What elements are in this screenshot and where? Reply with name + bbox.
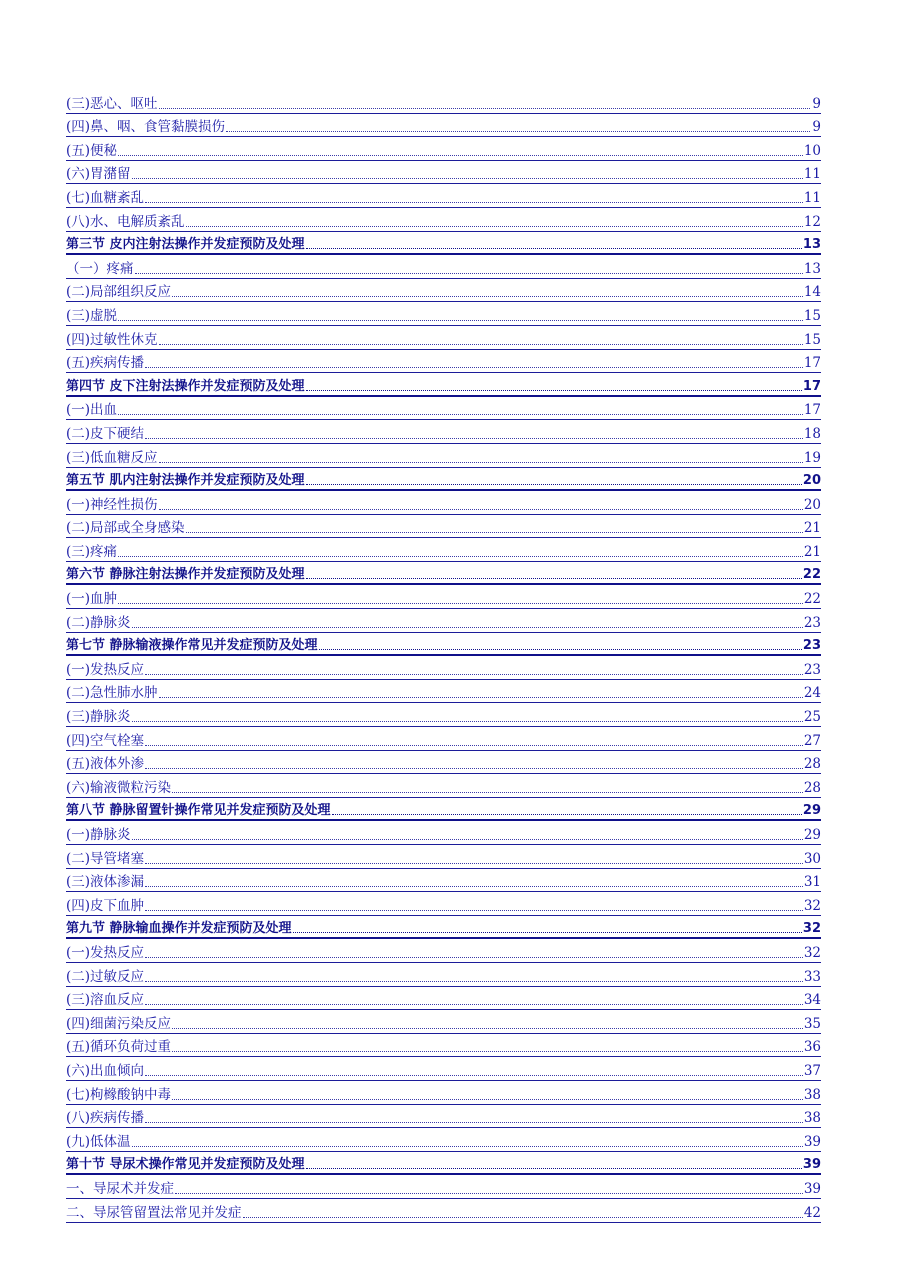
toc-entry-title: (二)局部或全身感染 bbox=[66, 520, 185, 537]
dot-leader bbox=[145, 745, 803, 746]
toc-page-number: 36 bbox=[803, 1039, 821, 1056]
toc-section-link[interactable] bbox=[66, 633, 821, 657]
toc-page-number: 32 bbox=[803, 897, 821, 914]
dot-leader bbox=[319, 649, 802, 650]
dot-leader bbox=[135, 273, 803, 274]
toc-section-link[interactable] bbox=[66, 468, 821, 492]
toc-page-number: 42 bbox=[803, 1204, 821, 1221]
toc-entry-title: (七)枸橼酸钠中毒 bbox=[66, 1086, 172, 1103]
toc-entry-title: (九)低体温 bbox=[66, 1133, 131, 1150]
dot-leader bbox=[145, 886, 803, 887]
toc-entry-link[interactable] bbox=[66, 845, 821, 869]
dot-leader bbox=[118, 414, 803, 415]
toc-entry-title: 二、导尿管留置法常见并发症 bbox=[66, 1204, 242, 1221]
toc-page-number: 9 bbox=[812, 95, 821, 112]
toc-entry-title: (三)虚脱 bbox=[66, 307, 118, 324]
toc-entry-title: (三)低血糖反应 bbox=[66, 449, 158, 466]
toc-page-number: 11 bbox=[803, 166, 821, 183]
toc-page-number: 34 bbox=[803, 992, 821, 1009]
toc-entry-title: (二)过敏反应 bbox=[66, 968, 145, 985]
toc-page-number: 9 bbox=[812, 119, 821, 136]
dot-leader bbox=[145, 438, 803, 439]
toc-entry-title: (四)皮下血肿 bbox=[66, 897, 145, 914]
toc-entry-title: (一)静脉炎 bbox=[66, 827, 131, 843]
toc-entry-link[interactable] bbox=[66, 1057, 821, 1081]
dot-leader bbox=[332, 814, 802, 815]
toc-page-number: 37 bbox=[803, 1062, 821, 1079]
toc-page-number: 23 bbox=[802, 638, 821, 654]
toc-section-link[interactable] bbox=[66, 373, 821, 397]
toc-page-number: 15 bbox=[803, 331, 821, 348]
toc-entry-link[interactable] bbox=[66, 939, 821, 963]
dot-leader bbox=[159, 462, 803, 463]
toc-entry-link[interactable] bbox=[66, 727, 821, 751]
toc-page-number: 23 bbox=[803, 614, 821, 631]
toc-entry-link[interactable] bbox=[66, 420, 821, 444]
toc-entry-link[interactable] bbox=[66, 208, 821, 232]
toc-entry-link[interactable] bbox=[66, 987, 821, 1011]
toc-section-link[interactable] bbox=[66, 562, 821, 586]
dot-leader bbox=[186, 226, 803, 227]
toc-entry-link[interactable] bbox=[66, 751, 821, 775]
toc-page-number: 28 bbox=[803, 779, 821, 796]
toc-entry-title: (二)急性肺水肿 bbox=[66, 685, 158, 702]
dot-leader bbox=[172, 296, 803, 297]
toc-page-number: 39 bbox=[803, 1180, 821, 1197]
toc-entry-title: (五)液体外渗 bbox=[66, 756, 145, 773]
toc-entry-title: (八)水、电解质紊乱 bbox=[66, 213, 185, 230]
toc-page-number: 33 bbox=[803, 968, 821, 985]
toc-page-number: 17 bbox=[803, 355, 821, 372]
dot-leader bbox=[118, 603, 803, 604]
toc-page-number: 20 bbox=[803, 496, 821, 513]
toc-page-number: 32 bbox=[803, 944, 821, 961]
toc-page-number: 31 bbox=[803, 874, 821, 891]
toc-entry-title: (二)导管堵塞 bbox=[66, 850, 145, 867]
dot-leader bbox=[306, 578, 802, 579]
toc-entry-link[interactable] bbox=[66, 161, 821, 185]
toc-page-number: 29 bbox=[803, 827, 821, 843]
toc-entry-link[interactable] bbox=[66, 326, 821, 350]
dot-leader bbox=[118, 556, 803, 557]
toc-entry-title: 第九节 静脉输血操作并发症预防及处理 bbox=[66, 921, 292, 937]
dot-leader bbox=[172, 1099, 803, 1100]
dot-leader bbox=[172, 792, 803, 793]
toc-entry-link[interactable] bbox=[66, 892, 821, 916]
toc-entry-title: (三)静脉炎 bbox=[66, 709, 131, 726]
dot-leader bbox=[132, 839, 803, 840]
toc-page-number: 14 bbox=[803, 284, 821, 301]
toc-entry-title: (三)溶血反应 bbox=[66, 992, 145, 1009]
toc-entry-title: (五)疾病传播 bbox=[66, 355, 145, 372]
toc-entry-link[interactable] bbox=[66, 538, 821, 562]
toc-entry-link[interactable] bbox=[66, 491, 821, 515]
toc-page-number: 11 bbox=[803, 189, 821, 206]
toc-page-number: 17 bbox=[802, 378, 821, 394]
toc-page-number: 30 bbox=[803, 850, 821, 867]
toc-entry-title: 第四节 皮下注射法操作并发症预防及处理 bbox=[66, 378, 305, 394]
toc-entry-link[interactable] bbox=[66, 774, 821, 798]
toc-page-number: 24 bbox=[803, 685, 821, 702]
toc-entry-title: 第十节 导尿术操作常见并发症预防及处理 bbox=[66, 1157, 305, 1173]
dot-leader bbox=[172, 1051, 803, 1052]
toc-entry-link[interactable] bbox=[66, 1199, 821, 1223]
dot-leader bbox=[145, 1122, 803, 1123]
toc-entry-title: (六)出血倾向 bbox=[66, 1062, 145, 1079]
toc-entry-link[interactable] bbox=[66, 680, 821, 704]
toc-entry-title: (三)液体渗漏 bbox=[66, 874, 145, 891]
toc-page-number: 32 bbox=[802, 921, 821, 937]
toc-page-number: 27 bbox=[803, 732, 821, 749]
dot-leader bbox=[118, 155, 803, 156]
toc-entry-title: 第七节 静脉输液操作常见并发症预防及处理 bbox=[66, 638, 318, 654]
toc-page-number: 10 bbox=[803, 142, 821, 159]
toc-page-number: 18 bbox=[803, 425, 821, 442]
toc-page-number: 39 bbox=[802, 1157, 821, 1173]
dot-leader bbox=[145, 367, 803, 368]
toc-page-number: 21 bbox=[803, 543, 821, 560]
toc-section-link[interactable] bbox=[66, 916, 821, 940]
toc-entry-title: (六)胃潴留 bbox=[66, 166, 131, 183]
dot-leader bbox=[243, 1217, 803, 1218]
toc-entry-link[interactable] bbox=[66, 350, 821, 374]
toc-entry-title: (一)出血 bbox=[66, 402, 118, 419]
toc-entry-title: 第五节 肌内注射法操作并发症预防及处理 bbox=[66, 473, 305, 489]
toc-entry-link[interactable] bbox=[66, 1081, 821, 1105]
dot-leader bbox=[132, 721, 803, 722]
dot-leader bbox=[306, 1168, 802, 1169]
toc-page-number: 15 bbox=[803, 307, 821, 324]
dot-leader bbox=[306, 390, 802, 391]
dot-leader bbox=[145, 863, 803, 864]
toc-page-number: 21 bbox=[803, 520, 821, 537]
toc-entry-link[interactable] bbox=[66, 255, 821, 279]
dot-leader bbox=[145, 674, 803, 675]
dot-leader bbox=[145, 981, 803, 982]
dot-leader bbox=[145, 202, 803, 203]
dot-leader bbox=[145, 1075, 803, 1076]
dot-leader bbox=[132, 1146, 803, 1147]
toc-entry-link[interactable] bbox=[66, 609, 821, 633]
toc-page-number: 35 bbox=[803, 1015, 821, 1032]
toc-entry-link[interactable] bbox=[66, 1034, 821, 1058]
toc-entry-title: (一)血肿 bbox=[66, 591, 118, 608]
toc-page-number: 38 bbox=[803, 1086, 821, 1103]
dot-leader bbox=[132, 178, 803, 179]
dot-leader bbox=[159, 108, 810, 109]
toc-entry-title: (七)血糖紊乱 bbox=[66, 189, 145, 206]
toc-entry-link[interactable] bbox=[66, 869, 821, 893]
toc-entry-link[interactable] bbox=[66, 585, 821, 609]
toc-entry-title: 一、导尿术并发症 bbox=[66, 1180, 174, 1197]
dot-leader bbox=[172, 1028, 803, 1029]
toc-entry-link[interactable] bbox=[66, 1128, 821, 1152]
toc-page-number: 28 bbox=[803, 756, 821, 773]
toc-entry-link[interactable] bbox=[66, 279, 821, 303]
toc-page-number: 29 bbox=[802, 803, 821, 819]
toc-entry-title: (三)疼痛 bbox=[66, 543, 118, 560]
toc-entry-title: (二)皮下硬结 bbox=[66, 425, 145, 442]
dot-leader bbox=[293, 932, 802, 933]
toc-page-number: 38 bbox=[803, 1110, 821, 1127]
dot-leader bbox=[175, 1193, 803, 1194]
toc-entry-title: (一)神经性损伤 bbox=[66, 496, 158, 513]
dot-leader bbox=[145, 768, 803, 769]
toc-page-number: 13 bbox=[803, 260, 821, 277]
toc-page-number: 13 bbox=[802, 237, 821, 253]
toc-entry-link[interactable] bbox=[66, 114, 821, 138]
dot-leader bbox=[145, 910, 803, 911]
toc-section-link[interactable] bbox=[66, 1152, 821, 1176]
toc-entry-link[interactable] bbox=[66, 302, 821, 326]
dot-leader bbox=[159, 344, 803, 345]
toc-entry-title: （一）疼痛 bbox=[66, 260, 134, 277]
toc-entry-link[interactable] bbox=[66, 1105, 821, 1129]
toc-entry-title: (五)循环负荷过重 bbox=[66, 1039, 172, 1056]
toc-entry-title: (一)发热反应 bbox=[66, 661, 145, 678]
dot-leader bbox=[306, 484, 802, 485]
dot-leader bbox=[118, 320, 803, 321]
toc-entry-title: (四)过敏性休克 bbox=[66, 331, 158, 348]
toc-entry-link[interactable] bbox=[66, 1010, 821, 1034]
dot-leader bbox=[159, 509, 803, 510]
toc-entry-title: 第三节 皮内注射法操作并发症预防及处理 bbox=[66, 237, 305, 253]
dot-leader bbox=[132, 627, 803, 628]
toc-entry-title: (二)静脉炎 bbox=[66, 614, 131, 631]
toc-page-number: 22 bbox=[803, 591, 821, 608]
toc-page-number: 17 bbox=[803, 402, 821, 419]
toc-entry-title: (八)疾病传播 bbox=[66, 1110, 145, 1127]
toc-section-link[interactable] bbox=[66, 232, 821, 256]
toc-entry-title: (五)便秘 bbox=[66, 142, 118, 159]
toc-entry-title: (六)输液微粒污染 bbox=[66, 779, 172, 796]
dot-leader bbox=[145, 957, 803, 958]
toc-entry-title: (一)发热反应 bbox=[66, 944, 145, 961]
dot-leader bbox=[145, 1004, 803, 1005]
toc-entry-link[interactable] bbox=[66, 90, 821, 114]
toc-entry-title: (二)局部组织反应 bbox=[66, 284, 172, 301]
toc-page-number: 25 bbox=[803, 709, 821, 726]
toc-entry-link[interactable] bbox=[66, 184, 821, 208]
toc-page-number: 19 bbox=[803, 449, 821, 466]
dot-leader bbox=[226, 131, 810, 132]
toc-entry-title: 第六节 静脉注射法操作并发症预防及处理 bbox=[66, 567, 305, 583]
toc-page-number: 20 bbox=[802, 473, 821, 489]
toc-entry-title: (四)空气栓塞 bbox=[66, 732, 145, 749]
toc-entry-link[interactable] bbox=[66, 1175, 821, 1199]
toc-entry-title: (三)恶心、呕吐 bbox=[66, 95, 158, 112]
toc-page-number: 12 bbox=[803, 213, 821, 230]
toc-entry-link[interactable] bbox=[66, 703, 821, 727]
toc-entry-link[interactable] bbox=[66, 656, 821, 680]
toc-entry-link[interactable] bbox=[66, 444, 821, 468]
dot-leader bbox=[306, 248, 802, 249]
toc-entry-title: (四)鼻、咽、食管黏膜损伤 bbox=[66, 119, 226, 136]
dot-leader bbox=[186, 532, 803, 533]
toc-section-link[interactable] bbox=[66, 798, 821, 822]
toc-entry-link[interactable] bbox=[66, 137, 821, 161]
toc-page-number: 39 bbox=[803, 1133, 821, 1150]
toc-entry-title: 第八节 静脉留置针操作常见并发症预防及处理 bbox=[66, 803, 331, 819]
toc-entry-link[interactable] bbox=[66, 963, 821, 987]
toc-entry-link[interactable] bbox=[66, 515, 821, 539]
toc-page-number: 22 bbox=[802, 567, 821, 583]
toc-page-number: 23 bbox=[803, 661, 821, 678]
table-of-contents bbox=[66, 90, 821, 1223]
toc-entry-link[interactable] bbox=[66, 397, 821, 421]
toc-entry-title: (四)细菌污染反应 bbox=[66, 1015, 172, 1032]
dot-leader bbox=[159, 697, 803, 698]
toc-entry-link[interactable] bbox=[66, 821, 821, 845]
